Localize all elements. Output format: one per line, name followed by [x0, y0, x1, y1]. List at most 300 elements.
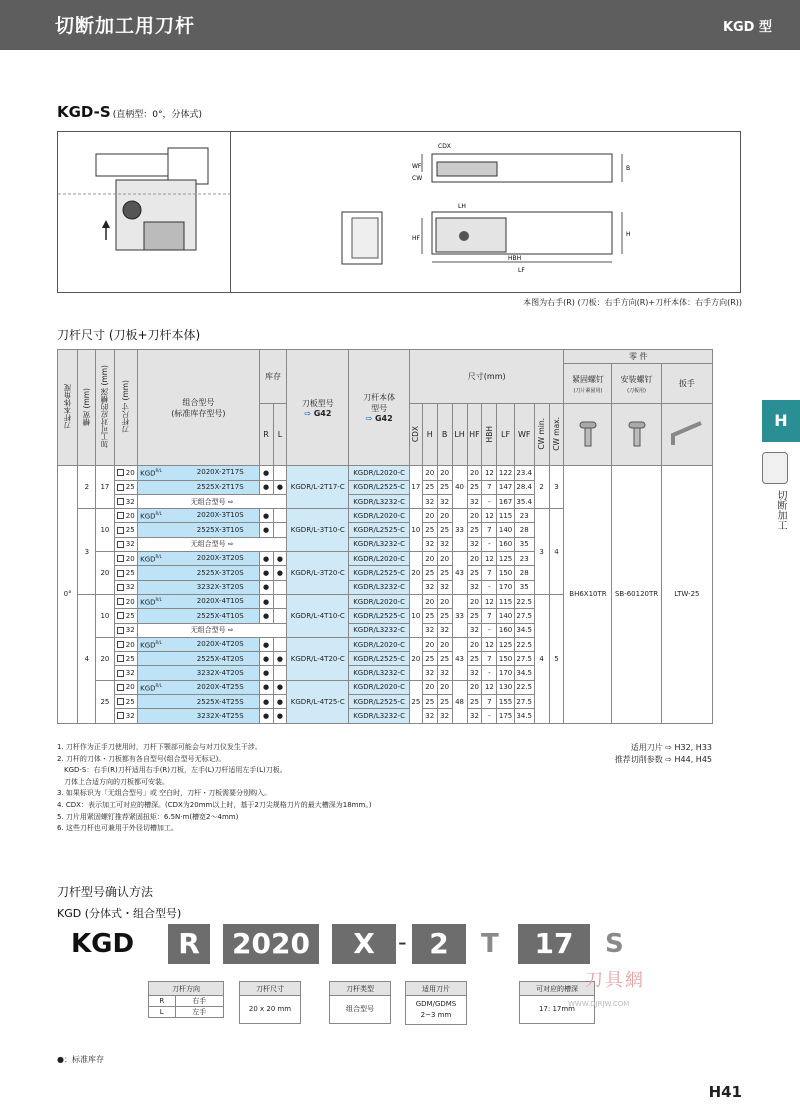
code-type: X [332, 924, 396, 964]
cell-h: 25 [422, 523, 437, 537]
cell-combo: 2525X-4T20S [138, 652, 260, 666]
cell-lf: 160 [497, 623, 514, 637]
diagram-side-view [58, 132, 231, 292]
header-size: 刀杆尺寸 (mm) [121, 380, 131, 434]
screw2-icon [612, 404, 661, 466]
cell-hf: 32 [467, 580, 482, 594]
cell-combo: 2525X-3T10S [138, 523, 260, 537]
cell-hbh: - [482, 494, 497, 508]
cell-hbh: 12 [482, 680, 497, 694]
cell-b: 20 [437, 509, 452, 523]
cell-b: 25 [437, 695, 452, 709]
cell-stock-l: ● [273, 709, 287, 723]
header-screw2: 安装螺钉 (刀板用) [612, 364, 661, 404]
cell-b: 32 [437, 580, 452, 594]
cell-size: 25 [114, 480, 138, 494]
label-cw: CW [412, 175, 423, 182]
cell-hbh: 12 [482, 594, 497, 608]
header-h: H [426, 430, 433, 440]
cell-stock-r: ● [259, 652, 273, 666]
cell-cdx: 10 [409, 509, 422, 552]
wrench-icon [661, 404, 712, 466]
footnotes [57, 742, 527, 835]
cell-hbh: 7 [482, 566, 497, 580]
header-code: KGD 型 [722, 20, 772, 35]
cell-groove: 2 [78, 466, 96, 509]
cell-hbh: 7 [482, 652, 497, 666]
cell-body: KGDR/L2525-C [349, 566, 410, 580]
cell-combo: 3232X-4T20S [138, 666, 260, 680]
cell-h: 20 [422, 680, 437, 694]
cell-hf: 20 [467, 509, 482, 523]
cell-body: KGDR/L2020-C [349, 466, 410, 480]
cell-b: 20 [437, 680, 452, 694]
cell-combo: $KGD^{R/L}$ 2020X-3T10S [138, 509, 260, 523]
cell-b: 25 [437, 652, 452, 666]
cell-lf: 167 [497, 494, 514, 508]
cell-hbh: - [482, 580, 497, 594]
cell-angle: 0° [58, 466, 78, 723]
table-row [58, 466, 713, 480]
cell-combo: 2525X-4T10S [138, 609, 260, 623]
cell-lf: 147 [497, 480, 514, 494]
cell-stock-l: ● [273, 566, 287, 580]
cell-lh: 33 [452, 594, 467, 637]
label-cdx: CDX [438, 143, 451, 150]
cell-size: 32 [114, 709, 138, 723]
cell-depth: 20 [96, 552, 114, 595]
code-insert: 2 [412, 924, 466, 964]
code-dash: - [398, 928, 407, 956]
cell-wf: 22.5 [514, 594, 534, 608]
cell-size: 20 [114, 552, 138, 566]
cell-cwmin: 2 [534, 466, 549, 509]
cell-h: 32 [422, 666, 437, 680]
cell-h: 25 [422, 566, 437, 580]
cell-stock-l: ● [273, 652, 287, 666]
header-l: L [273, 404, 287, 466]
cell-b: 32 [437, 494, 452, 508]
section-title: KGD-S (直柄型：0°，分体式) [57, 103, 202, 121]
cell-stock-l [273, 666, 287, 680]
cell-h: 25 [422, 652, 437, 666]
cell-h: 32 [422, 709, 437, 723]
header-hf: HF [469, 430, 480, 440]
header-lf: LF [501, 430, 511, 440]
cell-lf: 125 [497, 552, 514, 566]
code-kgd: KGD [71, 929, 135, 959]
cell-wf: 22.5 [514, 637, 534, 651]
cell-h: 20 [422, 552, 437, 566]
cell-body: KGDR/L2525-C [349, 480, 410, 494]
howto-title: 刀杆型号确认方法 [57, 885, 154, 899]
label-wf: WF [412, 163, 422, 170]
cell-stock-r: ● [259, 509, 273, 523]
cell-stock-l [273, 637, 287, 651]
label-lh: LH [458, 203, 466, 210]
footnote: KGD-S：右手(R)刀杆适用右手(R)刀板，左手(L)刀杆适用左手(L)刀板。 [57, 766, 287, 775]
diagram-note: 本图为右手(R) (刀板：右手方向(R)+刀杆本体：右手方向(R)) [523, 298, 742, 307]
cell-h: 20 [422, 637, 437, 651]
cell-combo: 3232X-3T20S [138, 580, 260, 594]
watermark-url: WWW.DJRJW.COM [568, 1000, 630, 1008]
cell-body: KGDR/L2525-C [349, 609, 410, 623]
cell-lf: 115 [497, 509, 514, 523]
cell-stock-l [273, 580, 287, 594]
cell-body: KGDR/L3232-C [349, 580, 410, 594]
cell-cwmin: 3 [534, 509, 549, 595]
page-title: 切断加工用刀杆 [55, 15, 196, 37]
cell-wf: 27.5 [514, 652, 534, 666]
cell-hbh: 12 [482, 552, 497, 566]
cell-size: 32 [114, 623, 138, 637]
cell-stock-r: ● [259, 566, 273, 580]
label-h: H [626, 231, 631, 238]
header-b: B [441, 430, 448, 440]
cell-stock-r: ● [259, 609, 273, 623]
cell-b: 20 [437, 552, 452, 566]
cell-lh: 33 [452, 509, 467, 552]
header-cwmax: CW max. [552, 416, 561, 451]
cell-groove: 3 [78, 509, 96, 595]
cell-stock-r: ● [259, 594, 273, 608]
cell-b: 32 [437, 623, 452, 637]
footnote: 5. 刀片用紧固螺钉推荐紧固扭矩：6.5N·m(槽宽2～4mm) [57, 812, 239, 821]
cell-stock-r: ● [259, 523, 273, 537]
cell-blade: KGDR/L-2T17-C [287, 466, 349, 509]
header-combo: 组合型号 (标准库存型号) [138, 350, 260, 466]
cell-wf: 28 [514, 566, 534, 580]
cell-combo: 3232X-4T25S [138, 709, 260, 723]
header-lh: LH [454, 430, 465, 440]
cell-wf: 35.4 [514, 494, 534, 508]
cell-hf: 32 [467, 623, 482, 637]
cell-h: 32 [422, 580, 437, 594]
header-blade: 刀板型号 ⇨ G42 [287, 350, 349, 466]
header-hbh: HBH [484, 425, 494, 443]
cell-size: 25 [114, 695, 138, 709]
cell-h: 32 [422, 537, 437, 551]
cell-body: KGDR/L3232-C [349, 666, 410, 680]
applicable-inserts-link[interactable]: 适用刀片 ⇨ H32, H33 [630, 743, 712, 752]
cell-hf: 25 [467, 652, 482, 666]
cell-wf: 28 [514, 523, 534, 537]
cell-size: 20 [114, 680, 138, 694]
cell-no-combo: 无组合型号 ⇨ [138, 623, 287, 637]
cell-wf: 22.5 [514, 680, 534, 694]
legend-size: 刀杆尺寸 20 x 20 mm [239, 981, 301, 1024]
header-dims: 尺寸(mm) [409, 350, 564, 404]
cell-wf: 23.4 [514, 466, 534, 480]
cell-hbh: - [482, 709, 497, 723]
cell-stock-r: ● [259, 680, 273, 694]
cell-stock-l: ● [273, 480, 287, 494]
cell-size: 25 [114, 566, 138, 580]
cell-lf: 115 [497, 594, 514, 608]
cell-wf: 34.5 [514, 666, 534, 680]
cell-hf: 25 [467, 523, 482, 537]
cell-hbh: 12 [482, 466, 497, 480]
cell-body: KGDR/L2525-C [349, 523, 410, 537]
cell-lf: 140 [497, 523, 514, 537]
cell-cdx: 20 [409, 552, 422, 595]
header-wf: WF [517, 430, 531, 440]
spec-table [57, 349, 713, 724]
header-r: R [259, 404, 273, 466]
cell-lh: 40 [452, 466, 467, 509]
legend-depth: 可对应的槽深 17: 17mm [519, 981, 595, 1024]
cell-screw2: SB-60120TR [612, 466, 661, 723]
cell-hf: 32 [467, 537, 482, 551]
cell-lh: 43 [452, 637, 467, 680]
label-hf: HF [412, 235, 420, 242]
cell-h: 25 [422, 609, 437, 623]
code-depth: 17 [518, 924, 590, 964]
cell-body: KGDR/L2525-C [349, 695, 410, 709]
legend-direction: 刀杆方向 R 右手 L 左手 [148, 981, 224, 1018]
cell-depth: 10 [96, 509, 114, 552]
cell-hf: 25 [467, 609, 482, 623]
cell-no-combo: 无组合型号 ⇨ [138, 494, 287, 508]
cell-stock-r: ● [259, 466, 273, 480]
cell-wrench: LTW-25 [661, 466, 712, 723]
cell-b: 32 [437, 537, 452, 551]
header-body: 刀杆本体 型号 ⇨ G42 [349, 350, 410, 466]
cell-size: 25 [114, 652, 138, 666]
cell-stock-l [273, 609, 287, 623]
cell-lf: 155 [497, 695, 514, 709]
cell-lf: 150 [497, 566, 514, 580]
cell-cwmax: 5 [549, 594, 564, 723]
cell-h: 25 [422, 480, 437, 494]
cell-hf: 32 [467, 666, 482, 680]
cell-h: 20 [422, 509, 437, 523]
cell-size: 32 [114, 537, 138, 551]
cell-combo: 2525X-4T25S [138, 695, 260, 709]
cell-hbh: - [482, 666, 497, 680]
cell-blade: KGDR/L-3T20-C [287, 552, 349, 595]
cell-size: 32 [114, 580, 138, 594]
legend-insert: 适用刀片 GDM/GDMS 2~3 mm [405, 981, 467, 1025]
cell-lf: 150 [497, 652, 514, 666]
code-t: T [481, 929, 499, 959]
cell-size: 32 [114, 494, 138, 508]
cell-hbh: 7 [482, 480, 497, 494]
cell-hf: 32 [467, 494, 482, 508]
cell-blade: KGDR/L-4T25-C [287, 680, 349, 723]
cell-body: KGDR/L3232-C [349, 709, 410, 723]
header-angle: 刀杆本体角度 [63, 384, 73, 430]
cell-depth: 20 [96, 637, 114, 680]
header-stock: 库存 [259, 350, 287, 404]
label-b: B [626, 165, 631, 172]
cell-wf: 27.5 [514, 609, 534, 623]
cell-stock-l [273, 509, 287, 523]
cell-hbh: 12 [482, 637, 497, 651]
cell-stock-l [273, 594, 287, 608]
header-parts: 零 件 [564, 350, 713, 364]
cell-lh: 48 [452, 680, 467, 723]
cell-size: 20 [114, 509, 138, 523]
cell-blade: KGDR/L-3T10-C [287, 509, 349, 552]
legend-note: ●：标准库存 [57, 1055, 104, 1064]
cell-cdx: 17 [409, 466, 422, 509]
code-size: 2020 [223, 924, 319, 964]
header-screw1: 紧固螺钉 (刀片紧固用) [564, 364, 612, 404]
header-cdx: CDX [411, 425, 421, 442]
cell-stock-r: ● [259, 709, 273, 723]
cell-size: 20 [114, 637, 138, 651]
cell-stock-l: ● [273, 680, 287, 694]
page-number: H41 [708, 1083, 742, 1101]
cell-h: 32 [422, 494, 437, 508]
cell-lf: 175 [497, 709, 514, 723]
cell-hbh: 7 [482, 523, 497, 537]
cell-blade: KGDR/L-4T10-C [287, 594, 349, 637]
cell-combo: $KGD^{R/L}$ 2020X-3T20S [138, 552, 260, 566]
cell-b: 20 [437, 637, 452, 651]
cell-hf: 20 [467, 637, 482, 651]
cell-b: 20 [437, 466, 452, 480]
howto-subtitle: KGD (分体式・组合型号) [57, 907, 182, 920]
cell-stock-r: ● [259, 580, 273, 594]
top-bar [0, 0, 800, 50]
cell-combo: $KGD^{R/L}$ 2020X-2T17S [138, 466, 260, 480]
cell-b: 20 [437, 594, 452, 608]
header-groove: 槽宽 (mm) [82, 387, 92, 426]
cell-b: 25 [437, 609, 452, 623]
cell-h: 20 [422, 466, 437, 480]
cell-hf: 25 [467, 695, 482, 709]
cell-h: 20 [422, 594, 437, 608]
cell-combo: $KGD^{R/L}$ 2020X-4T20S [138, 637, 260, 651]
cell-b: 25 [437, 566, 452, 580]
cell-depth: 25 [96, 680, 114, 723]
cell-cwmax: 3 [549, 466, 564, 509]
footnote: 2. 刀杆的刀体・刀板都有各自型号(组合型号无标记)。 [57, 754, 226, 763]
cell-hbh: 12 [482, 509, 497, 523]
cell-body: KGDR/L2525-C [349, 652, 410, 666]
cell-lh: 43 [452, 552, 467, 595]
cell-body: KGDR/L2020-C [349, 637, 410, 651]
cutting-params-link[interactable]: 推荐切削参数 ⇨ H44, H45 [614, 755, 712, 764]
cell-hf: 20 [467, 466, 482, 480]
cell-combo: $KGD^{R/L}$ 2020X-4T10S [138, 594, 260, 608]
footnote: 1. 刀杆作为正手刀使用时，刀杆下颚部可能会与对刀仪发生干涉。 [57, 743, 262, 751]
cell-stock-r: ● [259, 480, 273, 494]
cell-cdx: 25 [409, 680, 422, 723]
cell-body: KGDR/L3232-C [349, 537, 410, 551]
label-hbh: HBH [508, 255, 522, 262]
cell-b: 32 [437, 709, 452, 723]
cell-hbh: - [482, 537, 497, 551]
cell-h: 32 [422, 623, 437, 637]
cell-size: 20 [114, 466, 138, 480]
cell-lf: 170 [497, 580, 514, 594]
legend-type: 刀杆类型 组合型号 [329, 981, 391, 1024]
cell-no-combo: 无组合型号 ⇨ [138, 537, 287, 551]
cell-groove: 4 [78, 594, 96, 723]
cell-wf: 23 [514, 509, 534, 523]
cell-b: 25 [437, 480, 452, 494]
header-depth: 加工可对应的槽深 (mm) [100, 365, 110, 449]
cell-stock-l [273, 523, 287, 537]
cell-cwmin: 4 [534, 594, 549, 723]
applicable-refs [615, 742, 712, 766]
cell-combo: $KGD^{R/L}$ 2020X-4T25S [138, 680, 260, 694]
cell-hf: 20 [467, 552, 482, 566]
cell-hbh: 7 [482, 695, 497, 709]
cell-size: 20 [114, 594, 138, 608]
cell-wf: 35 [514, 580, 534, 594]
cell-stock-r: ● [259, 695, 273, 709]
cell-stock-r: ● [259, 666, 273, 680]
cell-size: 25 [114, 609, 138, 623]
cell-wf: 27.5 [514, 695, 534, 709]
screw1-icon [564, 404, 612, 466]
cell-size: 25 [114, 523, 138, 537]
cell-lf: 160 [497, 537, 514, 551]
cell-body: KGDR/L3232-C [349, 494, 410, 508]
cell-b: 32 [437, 666, 452, 680]
cell-hf: 25 [467, 480, 482, 494]
cell-depth: 10 [96, 594, 114, 637]
cell-body: KGDR/L2020-C [349, 680, 410, 694]
cell-hf: 20 [467, 680, 482, 694]
cell-wf: 35 [514, 537, 534, 551]
tool-diagram [57, 131, 741, 293]
header-wrench: 扳手 [661, 364, 712, 404]
spec-table-body [58, 466, 713, 723]
cell-lf: 170 [497, 666, 514, 680]
cell-stock-l: ● [273, 695, 287, 709]
footnote: 4. CDX：表示加工可对应的槽深。(CDX为20mm以上时，基于2刀尖规格刀片的最大槽深为18mm。) [57, 800, 372, 809]
cell-lf: 130 [497, 680, 514, 694]
cell-blade: KGDR/L-4T20-C [287, 637, 349, 680]
table-title: 刀杆尺寸 (刀板+刀杆本体) [57, 328, 201, 342]
cell-hf: 25 [467, 566, 482, 580]
watermark: 刀具網 [585, 970, 645, 991]
cell-body: KGDR/L2020-C [349, 594, 410, 608]
cell-body: KGDR/L2020-C [349, 552, 410, 566]
side-view-drawing [58, 132, 230, 292]
cell-h: 25 [422, 695, 437, 709]
cell-lf: 122 [497, 466, 514, 480]
footnote: 刀体上合适方向的刀板都可安装。 [57, 777, 169, 786]
cell-stock-r: ● [259, 552, 273, 566]
cell-stock-l [273, 466, 287, 480]
label-lf: LF [518, 267, 525, 274]
code-direction: R [168, 924, 210, 964]
dimension-drawing [232, 132, 740, 292]
cell-b: 25 [437, 523, 452, 537]
cell-cwmax: 4 [549, 509, 564, 595]
cell-stock-r: ● [259, 637, 273, 651]
parting-icon [762, 452, 788, 484]
cell-cdx: 20 [409, 637, 422, 680]
cell-screw1: BH6X10TR [564, 466, 612, 723]
cell-stock-l: ● [273, 552, 287, 566]
code-s: S [605, 929, 624, 959]
cell-lf: 125 [497, 637, 514, 651]
cell-wf: 34.5 [514, 623, 534, 637]
section-tab[interactable]: H [762, 400, 800, 442]
cell-combo: 2525X-2T17S [138, 480, 260, 494]
cell-body: KGDR/L2020-C [349, 509, 410, 523]
cell-combo: 2525X-3T20S [138, 566, 260, 580]
cell-cdx: 10 [409, 594, 422, 637]
cell-hf: 32 [467, 709, 482, 723]
